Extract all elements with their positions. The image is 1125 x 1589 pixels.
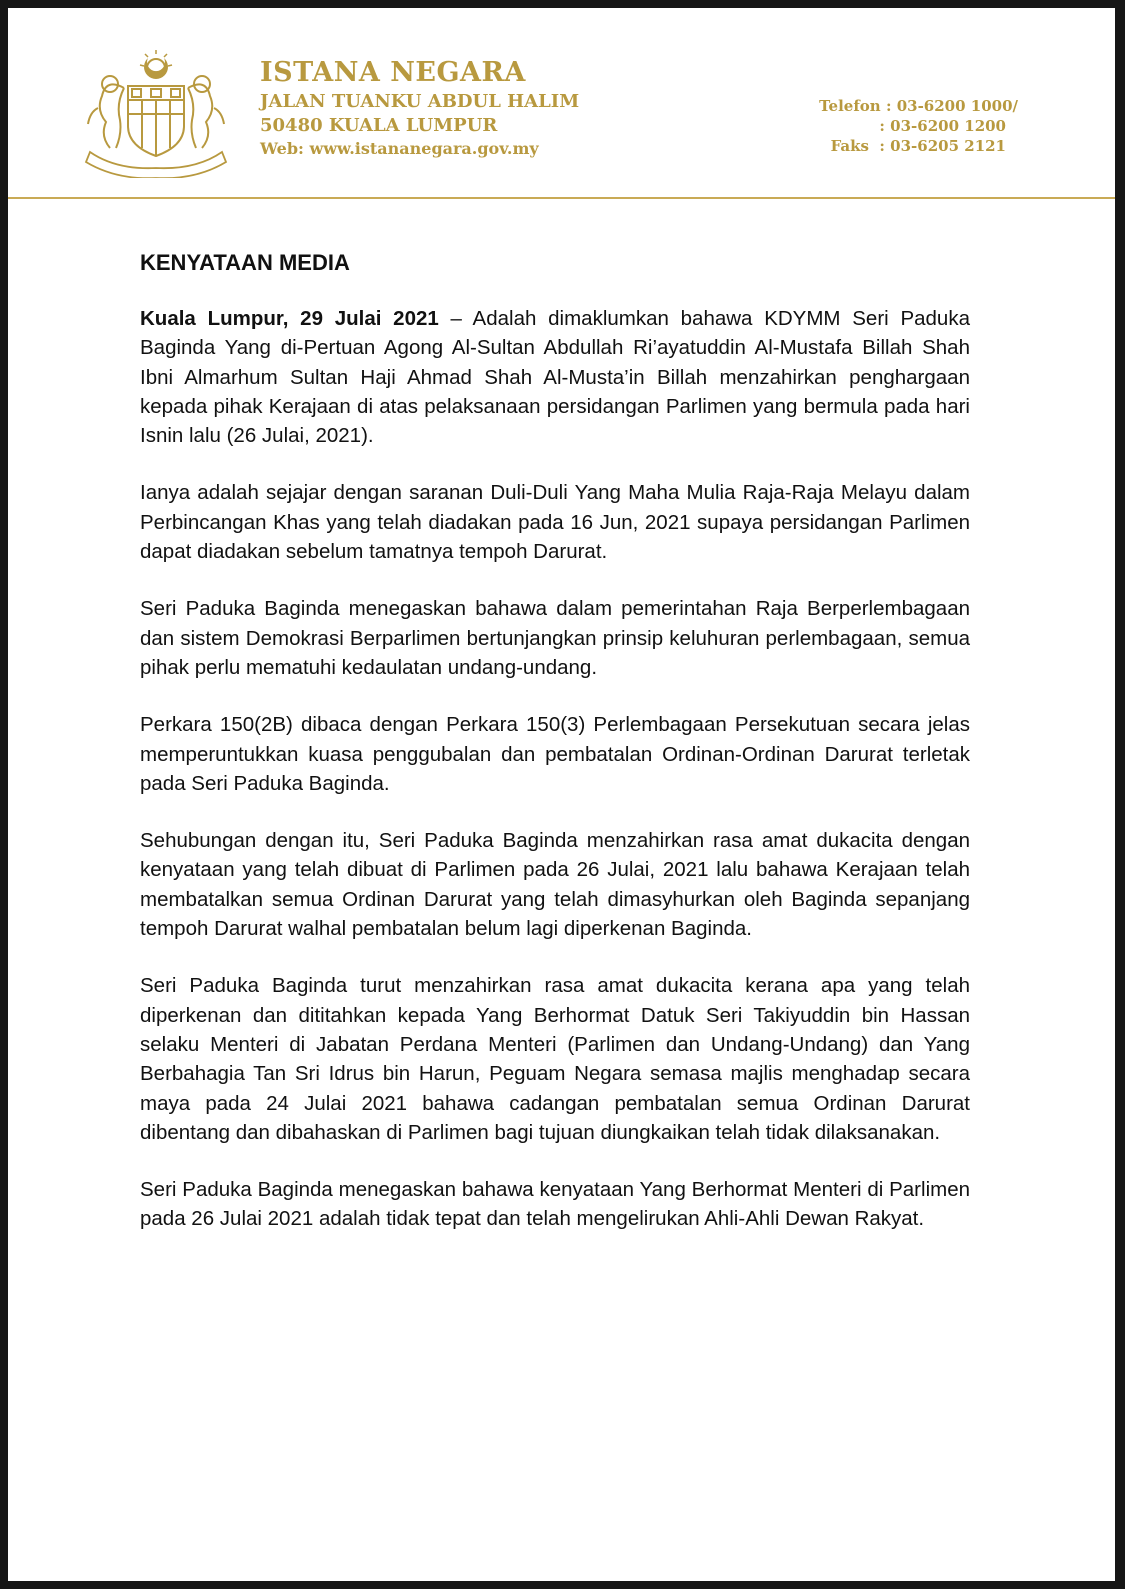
- telephone-number-1: : 03-6200 1000/: [885, 97, 1018, 115]
- telephone-label: Telefon: [819, 97, 881, 115]
- telephone-number-2: : 03-6200 1200: [879, 117, 1006, 135]
- org-name: ISTANA NEGARA: [260, 57, 526, 88]
- paragraph-5: Sehubungan dengan itu, Seri Paduka Baginda menzahirkan rasa amat dukacita dengan kenyataan yang telah dibuat di Parlimen pada 26 Julai, 2021 lalu bahawa Kerajaan telah membatalkan semua Ordinan Darurat yang telah dimasyhurkan oleh Baginda sepanjang tempoh Darurat walhal pembatalan belum lagi diperkenan Baginda.: [140, 829, 970, 941]
- statement-body: [140, 248, 970, 1262]
- fax-number: : 03-6205 2121: [879, 137, 1006, 155]
- dateline: Kuala Lumpur, 29 Julai 2021: [140, 307, 439, 330]
- contact-block: [768, 96, 1018, 156]
- website: Web: www.istananegara.gov.my: [260, 139, 539, 158]
- coat-of-arms-icon: [76, 48, 236, 178]
- telephone-row-2: [768, 116, 1018, 136]
- statement-title: KENYATAAN MEDIA: [140, 250, 350, 275]
- letterhead: [260, 56, 579, 160]
- fax-label: Faks: [830, 137, 869, 155]
- header-divider: [8, 197, 1115, 199]
- telephone-row-1: [768, 96, 1018, 116]
- paragraph-2: Ianya adalah sejajar dengan saranan Duli-Duli Yang Maha Mulia Raja-Raja Melayu dalam Perbincangan Khas yang telah diadakan pada 16 Jun, 2021 supaya persidangan Parlimen dapat diadakan sebelum tamatnya tempoh Darurat.: [140, 481, 970, 564]
- document-page: [8, 8, 1115, 1581]
- fax-row: [768, 136, 1006, 156]
- paragraph-4: Perkara 150(2B) dibaca dengan Perkara 150(3) Perlembagaan Persekutuan secara jelas memperuntukkan kuasa penggubalan dan pembatalan Ordinan-Ordinan Darurat terletak pada Seri Paduka Baginda.: [140, 713, 970, 795]
- paragraph-7: Seri Paduka Baginda menegaskan bahawa kenyataan Yang Berhormat Menteri di Parlimen pada 26 Julai 2021 adalah tidak tepat dan telah mengelirukan Ahli-Ahli Dewan Rakyat.: [140, 1178, 970, 1231]
- address-line-2: 50480 KUALA LUMPUR: [260, 115, 498, 136]
- paragraph-6: Seri Paduka Baginda turut menzahirkan rasa amat dukacita kerana apa yang telah diperkenan dan dititahkan kepada Yang Berhormat Datuk Seri Takiyuddin bin Hassan selaku Menteri di Jabatan Perdana Menteri (Parlimen dan Undang-Undang) dan Yang Berbahagia Tan Sri Idrus bin Harun, Peguam Negara semasa majlis menghadap secara maya pada 24 Julai 2021 bahawa cadangan pembatalan semua Ordinan Darurat dibentang dan dibahaskan di Parlimen bagi tujuan diungkaikan telah tidak dilaksanakan.: [140, 974, 970, 1144]
- address-line-1: JALAN TUANKU ABDUL HALIM: [260, 91, 580, 112]
- paragraph-1: Kuala Lumpur, 29 Julai 2021 – Adalah dimaklumkan bahawa KDYMM Seri Paduka Baginda Yang di-Pertuan Agong Al-Sultan Abdullah Ri’ayatuddin Al-Mustafa Billah Shah Ibni Almarhum Sultan Haji Ahmad Shah Al-Musta’in Billah menzahirkan penghargaan kepada pihak Kerajaan di atas pelaksanaan persidangan Parlimen yang bermula pada hari Isnin lalu (26 Julai, 2021).: [140, 307, 970, 448]
- paragraph-3: Seri Paduka Baginda menegaskan bahawa dalam pemerintahan Raja Berperlembagaan dan sistem Demokrasi Berparlimen bertunjangkan prinsip keluhuran perlembagaan, semua pihak perlu mematuhi kedaulatan undang-undang.: [140, 597, 970, 679]
